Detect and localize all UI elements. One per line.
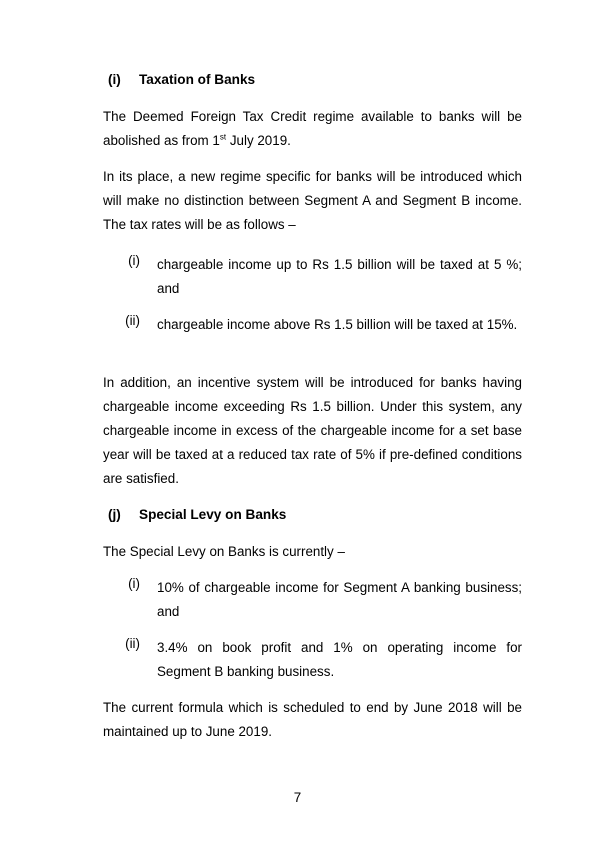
- section-number: (i): [108, 72, 121, 87]
- section-heading-j: [108, 507, 286, 522]
- list-item-text: chargeable income above Rs 1.5 billion will be taxed at 15%.: [157, 317, 518, 332]
- page-number: 7: [293, 790, 302, 805]
- paragraph-levy-intro: The Special Levy on Banks is currently –: [103, 544, 345, 559]
- list-item-text: 3.4% on book profit and 1% on operating income for Segment B banking business.: [157, 640, 522, 679]
- list-item-number: (ii): [125, 313, 140, 328]
- section-heading-i: [108, 72, 255, 87]
- superscript: st: [219, 132, 227, 142]
- paragraph-incentive: In addition, an incentive system will be introduced for banks having chargeable income exceeding Rs 1.5 billion. Under this system, any chargeable income in excess of the chargeable income for a set base year will be taxed at a reduced tax rate of 5% if pre-defined conditions are satisfied.: [103, 375, 522, 486]
- paragraph-new-regime: In its place, a new regime specific for banks will be introduced which will make no distinction between Segment A and Segment B income. The tax rates will be as follows –: [103, 169, 522, 232]
- list-item-text: 10% of chargeable income for Segment A banking business; and: [157, 580, 522, 619]
- section-title: Special Levy on Banks: [139, 507, 287, 522]
- paragraph-dftc: [103, 105, 522, 153]
- list-item-number: (ii): [125, 636, 140, 651]
- list-item-number: (i): [128, 576, 140, 591]
- section-title: Taxation of Banks: [139, 72, 256, 87]
- section-number: (j): [108, 507, 121, 522]
- paragraph-formula: The current formula which is scheduled to end by June 2018 will be maintained up to June 2019.: [103, 700, 522, 739]
- paragraph-text: The Deemed Foreign Tax Credit regime available to banks will be abolished as from 1: [103, 109, 522, 148]
- list-item-number: (i): [128, 253, 140, 268]
- paragraph-text: July 2019.: [226, 133, 291, 148]
- list-item-text: chargeable income up to Rs 1.5 billion will be taxed at 5 %; and: [157, 257, 522, 296]
